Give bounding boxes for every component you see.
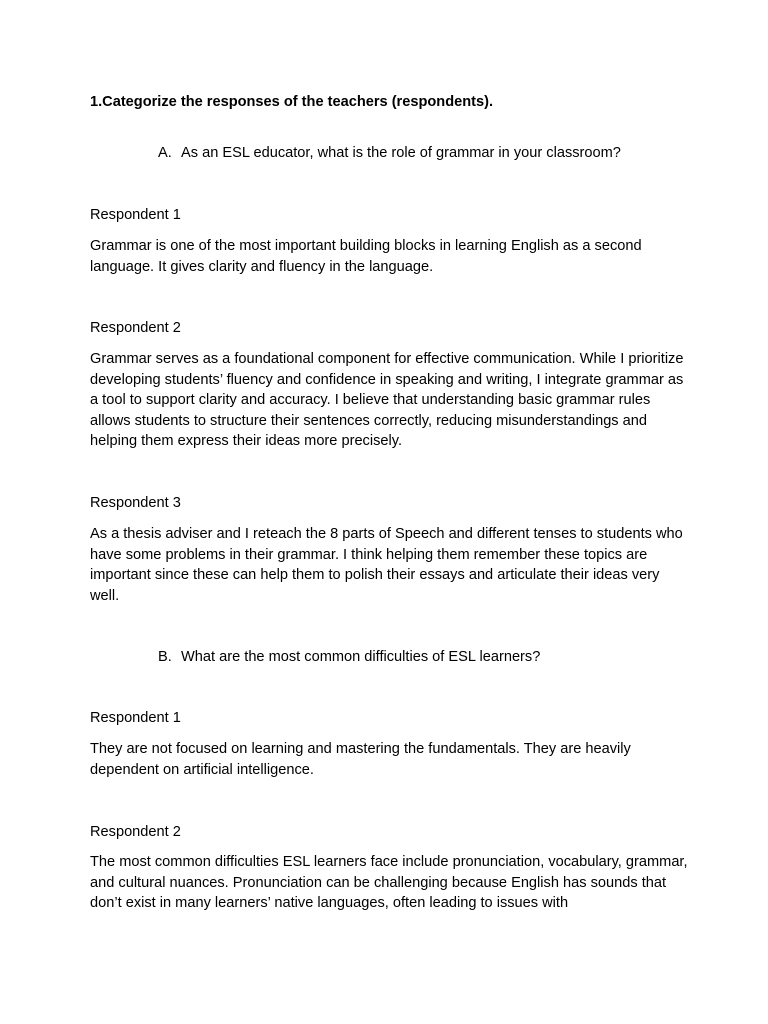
question-a-text: As an ESL educator, what is the role of grammar in your classroom? bbox=[181, 145, 621, 161]
respondent-label: Respondent 1 bbox=[90, 207, 181, 223]
question-b-letter: B. bbox=[158, 649, 172, 665]
document-heading: 1.Categorize the responses of the teachers (respondents). bbox=[90, 94, 494, 110]
respondent-answer: Grammar is one of the most important building blocks in learning English as a second language. It gives clarity and fluency in the language. bbox=[90, 238, 642, 275]
respondent-label: Respondent 1 bbox=[90, 710, 181, 726]
question-a bbox=[158, 143, 698, 164]
respondent-answer: Grammar serves as a foundational component for effective communication. While I prioritize developing students’ fluency and confidence in speaking and writing, I integrate grammar as a tool to support clarity and accuracy. I believe that understanding basic grammar rules allows students to structure their sentences correctly, reducing misunderstandings and helping them express their ideas more precisely. bbox=[90, 351, 684, 449]
question-b-text: What are the most common difficulties of ESL learners? bbox=[181, 649, 541, 665]
respondent-label: Respondent 2 bbox=[90, 824, 181, 840]
respondent-label: Respondent 3 bbox=[90, 495, 181, 511]
question-a-letter: A. bbox=[158, 145, 172, 161]
respondent-answer: The most common difficulties ESL learners face include pronunciation, vocabulary, grammar, and cultural nuances. Pronunciation can be challenging because English has sounds that don’t exist in many learners’ native languages, often leading to issues with bbox=[90, 854, 688, 911]
question-b bbox=[158, 647, 698, 668]
respondent-label: Respondent 2 bbox=[90, 320, 181, 336]
respondent-answer: As a thesis adviser and I reteach the 8 parts of Speech and different tenses to students who have some problems in their grammar. I think helping them remember these topics are important since these can help them to polish their essays and articulate their ideas very well. bbox=[90, 526, 683, 604]
respondent-answer: They are not focused on learning and mastering the fundamentals. They are heavily dependent on artificial intelligence. bbox=[90, 741, 631, 778]
